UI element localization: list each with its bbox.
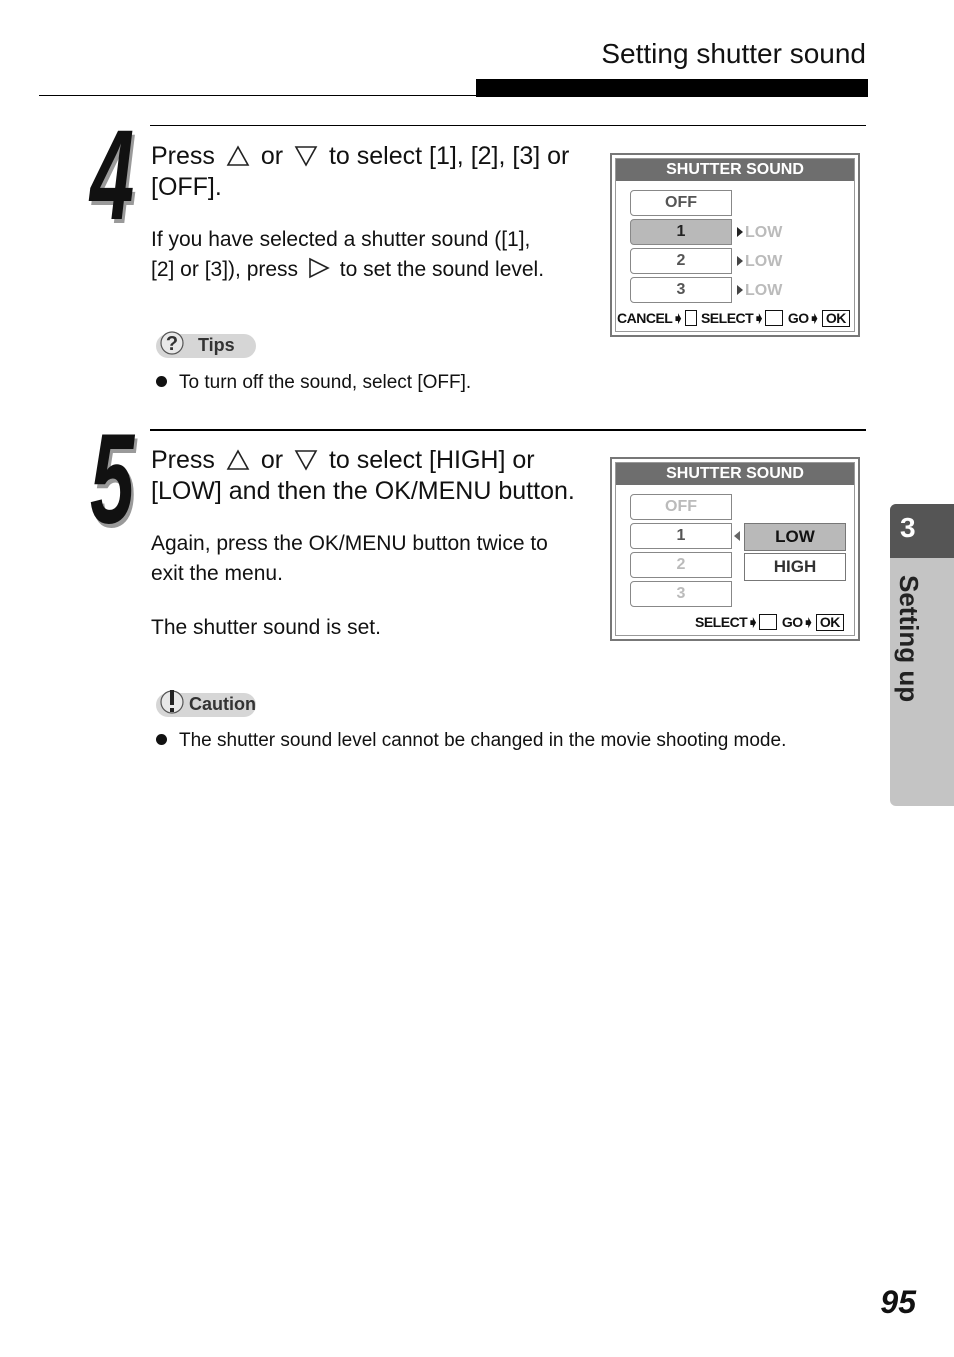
left-pointer-icon bbox=[734, 531, 740, 541]
menu-item-off[interactable]: OFF bbox=[630, 494, 732, 520]
screen-title: SHUTTER SOUND bbox=[616, 463, 854, 485]
caution-item bbox=[156, 730, 786, 752]
footer-go: GO bbox=[781, 614, 803, 630]
camera-screen-step5 bbox=[610, 457, 860, 641]
up-arrow-icon bbox=[226, 145, 250, 167]
header-rule bbox=[39, 95, 479, 96]
exclamation-icon bbox=[160, 686, 184, 718]
step-5-heading bbox=[151, 445, 611, 507]
menu-item-1[interactable]: 1 bbox=[630, 219, 732, 245]
screen-footer: SELECT➧ GO➧ OK bbox=[695, 614, 844, 631]
footer-select: SELECT bbox=[700, 310, 754, 326]
step-number-5: 5 bbox=[90, 408, 135, 551]
ok-button-icon: OK bbox=[822, 310, 850, 327]
arrow-pad-icon bbox=[765, 310, 783, 326]
level-1 bbox=[737, 224, 782, 242]
menu-item-1[interactable]: 1 bbox=[630, 523, 732, 549]
para-line: Again, press the OK/MENU button twice to bbox=[151, 532, 548, 555]
bullet-icon bbox=[156, 376, 167, 387]
menu-item-2[interactable]: 2 bbox=[630, 552, 732, 578]
level-3 bbox=[737, 282, 782, 300]
play-icon bbox=[737, 285, 743, 295]
right-arrow-icon bbox=[308, 257, 330, 279]
play-icon bbox=[737, 256, 743, 266]
level-text: LOW bbox=[745, 253, 783, 270]
heading-text: [OFF]. bbox=[151, 173, 222, 201]
chapter-number: 3 bbox=[900, 512, 916, 543]
page-number: 95 bbox=[880, 1284, 916, 1320]
step-4-paragraph bbox=[151, 225, 601, 285]
tips-text: To turn off the sound, select [OFF]. bbox=[179, 372, 472, 393]
screen-title: SHUTTER SOUND bbox=[616, 159, 854, 181]
header-bar bbox=[476, 79, 868, 97]
level-text: LOW bbox=[745, 282, 783, 299]
level-2 bbox=[737, 253, 782, 271]
screen-footer: CANCEL➧ SELECT➧ GO➧ OK bbox=[617, 310, 850, 327]
down-arrow-icon bbox=[294, 145, 318, 167]
para-line: [2] or [3]), press bbox=[151, 258, 299, 281]
heading-text: to select [HIGH] or bbox=[328, 446, 535, 474]
menu-item-off[interactable]: OFF bbox=[630, 190, 732, 216]
chapter-label: Setting up bbox=[894, 575, 924, 703]
level-text: LOW bbox=[745, 224, 783, 241]
menu-item-2[interactable]: 2 bbox=[630, 248, 732, 274]
para-line: exit the menu. bbox=[151, 562, 283, 585]
para-line: If you have selected a shutter sound ([1], bbox=[151, 228, 531, 251]
ok-button-icon: OK bbox=[816, 614, 844, 631]
up-arrow-icon bbox=[226, 449, 250, 471]
heading-text: Press bbox=[151, 142, 215, 170]
step-5-paragraph bbox=[151, 529, 601, 589]
menu-item-3[interactable]: 3 bbox=[630, 277, 732, 303]
step-4-heading bbox=[151, 141, 601, 203]
step-4-rule bbox=[150, 125, 866, 126]
tips-label: Tips bbox=[198, 335, 235, 355]
step-5-result: The shutter sound is set. bbox=[151, 616, 381, 639]
heading-or: or bbox=[260, 142, 284, 170]
heading-text: [LOW] and then the OK/MENU button. bbox=[151, 477, 575, 505]
camera-screen-step4 bbox=[610, 153, 860, 337]
footer-go: GO bbox=[787, 310, 809, 326]
step-5-rule bbox=[150, 429, 866, 431]
svg-text:?: ? bbox=[165, 333, 179, 355]
step-number-4: 4 bbox=[90, 104, 135, 247]
question-icon bbox=[160, 327, 184, 359]
page-header-title: Setting shutter sound bbox=[601, 38, 866, 69]
left-button-icon bbox=[685, 310, 697, 326]
menu-item-3[interactable]: 3 bbox=[630, 581, 732, 607]
para-line: to set the sound level. bbox=[339, 258, 545, 281]
caution-label: Caution bbox=[189, 694, 256, 714]
footer-select: SELECT bbox=[695, 614, 748, 630]
down-arrow-icon bbox=[294, 449, 318, 471]
heading-or: or bbox=[260, 446, 284, 474]
heading-text: to select [1], [2], [3] or bbox=[328, 142, 570, 170]
option-low[interactable]: LOW bbox=[744, 523, 846, 551]
option-high[interactable]: HIGH bbox=[744, 553, 846, 581]
footer-cancel: CANCEL bbox=[617, 310, 673, 326]
bullet-icon bbox=[156, 734, 167, 745]
heading-text: Press bbox=[151, 446, 215, 474]
tips-item bbox=[156, 372, 471, 394]
arrow-pad-icon bbox=[759, 614, 777, 630]
play-icon bbox=[737, 227, 743, 237]
caution-text: The shutter sound level cannot be changed in the movie shooting mode. bbox=[179, 730, 787, 751]
